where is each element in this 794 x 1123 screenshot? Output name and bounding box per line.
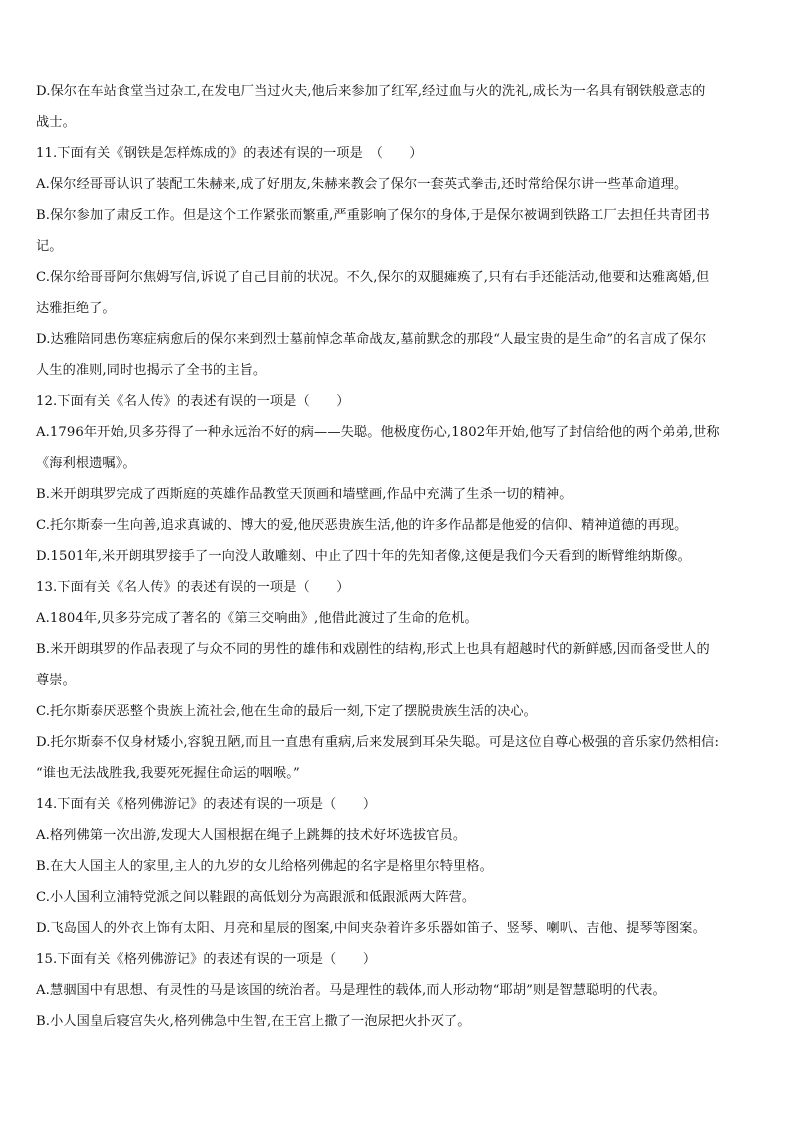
option-b-q13-line1: B.米开朗琪罗的作品表现了与众不同的男性的雄伟和戏剧性的结构,形式上也具有超越时代的新鲜感,因而备受世人的	[36, 642, 710, 657]
option-b-q15: B.小人国皇后寝宫失火,格列佛急中生智,在王宫上撒了一泡尿把火扑灭了。	[36, 1014, 471, 1029]
option-b-q11-line2: 记。	[36, 239, 63, 254]
option-d-q11-line2: 人生的准则,同时也揭示了全书的主旨。	[36, 363, 267, 378]
option-d-q12: D.1501年,米开朗琪罗接手了一向没人敢雕刻、中止了四十年的先知者像,这便是我们今天看到的断臂维纳斯像。	[36, 549, 691, 564]
question-15-stem: 15.下面有关《格列佛游记》的表述有误的一项是（ ）	[36, 952, 377, 967]
option-c-q12: C.托尔斯泰一生向善,追求真诚的、博大的爱,他厌恶贵族生活,他的许多作品都是他爱的信仰、精神道德的再现。	[36, 518, 688, 533]
option-a-q11: A.保尔经哥哥认识了装配工朱赫来,成了好朋友,朱赫来教会了保尔一套英式拳击,还时常给保尔讲一些革命道理。	[36, 177, 688, 192]
option-d-q13-line1: D.托尔斯泰不仅身材矮小,容貌丑陋,而且一直患有重病,后来发展到耳朵失聪。可是这位自尊心极强的音乐家仍然相信:	[36, 735, 719, 750]
question-13-stem: 13.下面有关《名人传》的表述有误的一项是（ ）	[36, 580, 350, 595]
question-14-stem: 14.下面有关《格列佛游记》的表述有误的一项是（ ）	[36, 797, 377, 812]
option-d-q11-line1: D.达雅陪同患伤寒症病愈后的保尔来到烈士墓前悼念革命战友,墓前默念的那段“人最宝贵的是生命”的名言成了保尔	[36, 332, 707, 347]
option-a-q15: A.慧骃国中有思想、有灵性的马是该国的统治者。马是理性的载体,而人形动物“耶胡”则是智慧聪明的代表。	[36, 983, 666, 998]
option-c-q13: C.托尔斯泰厌恶整个贵族上流社会,他在生命的最后一刻,下定了摆脱贵族生活的决心。	[36, 704, 537, 719]
option-b-q14: B.在大人国主人的家里,主人的九岁的女儿给格列佛起的名字是格里尔特里格。	[36, 859, 493, 874]
option-a-q14: A.格列佛第一次出游,发现大人国根据在绳子上跳舞的技术好坏选拔官员。	[36, 828, 467, 843]
option-a-q13: A.1804年,贝多芬完成了著名的《第三交响曲》,他借此渡过了生命的危机。	[36, 611, 478, 626]
question-12-stem: 12.下面有关《名人传》的表述有误的一项是（ ）	[36, 394, 350, 409]
option-b-q12: B.米开朗琪罗完成了西斯庭的英雄作品教堂天顶画和墙壁画,作品中充满了生杀一切的精神。	[36, 487, 573, 502]
option-d-q14: D.飞岛国人的外衣上饰有太阳、月亮和星辰的图案,中间夹杂着许多乐器如笛子、竖琴、喇叭、吉他、提琴等图案。	[36, 921, 706, 936]
option-d-q10-line2: 战士。	[36, 115, 76, 130]
option-d-q13-line2: “谁也无法战胜我,我要死死握住命运的咽喉。”	[36, 766, 300, 781]
option-b-q13-line2: 尊崇。	[36, 673, 76, 688]
option-a-q12-line1: A.1796年开始,贝多芬得了一种永远治不好的病——失聪。他极度伤心,1802年开始,他写了封信给他的两个弟弟,世称	[36, 425, 720, 440]
option-a-q12-line2: 《海利根遗嘱》。	[36, 456, 136, 471]
option-c-q11-line1: C.保尔给哥哥阿尔焦姆写信,诉说了自己目前的状况。不久,保尔的双腿瘫痪了,只有右手还能活动,他要和达雅离婚,但	[36, 270, 710, 285]
question-11-stem: 11.下面有关《钢铁是怎样炼成的》的表述有误的一项是 （ ）	[36, 146, 423, 161]
option-c-q11-line2: 达雅拒绝了。	[36, 301, 116, 316]
option-c-q14: C.小人国利立浦特党派之间以鞋跟的高低划分为高跟派和低跟派两大阵营。	[36, 890, 476, 905]
option-d-q10-line1: D.保尔在车站食堂当过杂工,在发电厂当过火夫,他后来参加了红军,经过血与火的洗礼,成长为一名具有钢铁般意志的	[36, 84, 706, 99]
document-body	[36, 76, 760, 1037]
option-b-q11-line1: B.保尔参加了肃反工作。但是这个工作紧张而繁重,严重影响了保尔的身体,于是保尔被调到铁路工厂去担任共青团书	[36, 208, 710, 223]
